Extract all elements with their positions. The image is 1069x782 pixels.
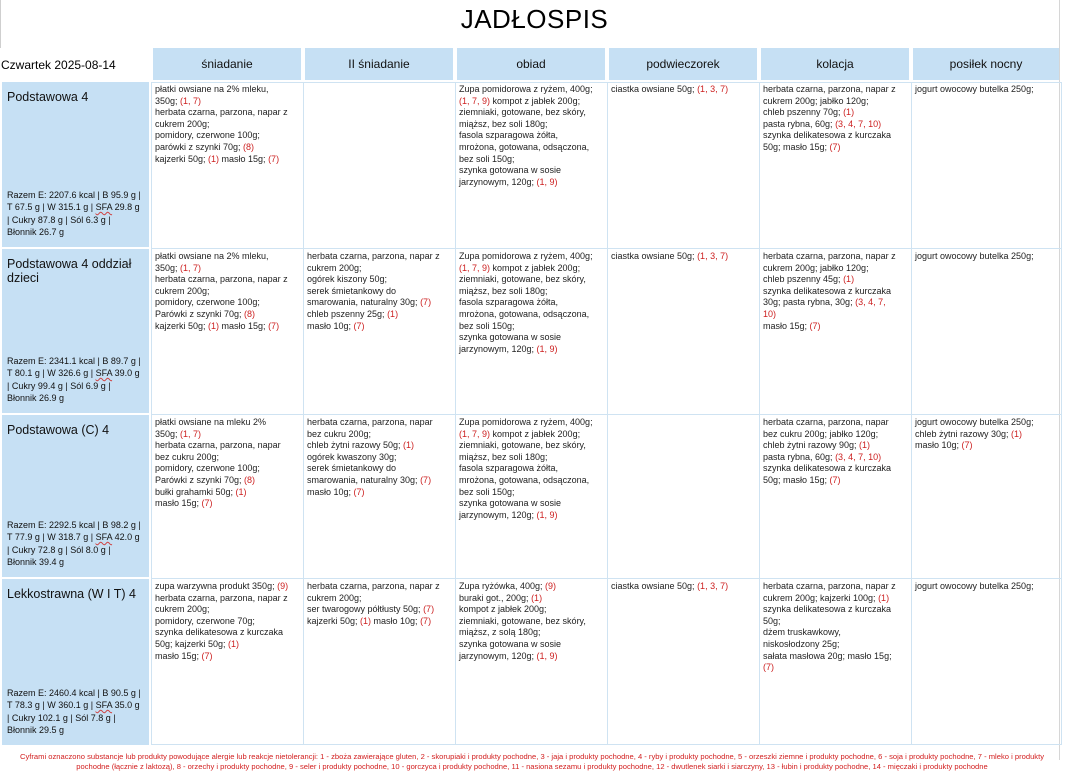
meal-item-line: masło 10g; (7) [915,440,973,451]
meal-item-line: herbata czarna, parzona, napar z [155,274,288,285]
meal-cell-breakfast [155,251,297,332]
meal-cell-dinner [763,251,905,332]
meal-item-line: jogurt owocowy butelka 250g; [915,581,1034,591]
meal-item-line: jogurt owocowy butelka 250g; [915,417,1034,427]
meal-cell-second-breakfast [307,417,449,498]
diet-label-cell [2,579,149,745]
meal-cell-night-meal [915,84,1057,96]
meal-item-line: (1, 7, 9) kompot z jabłek 200g; [459,95,581,106]
meal-item-line: herbata czarna, parzona, napar z [155,592,288,603]
meal-cell-night-meal [915,251,1057,263]
column-header-dinner: kolacja [761,48,909,80]
column-header-night-meal: posiłek nocny [913,48,1059,80]
meal-item-line: kajzerki 50g; (1) masło 10g; (7) [307,615,432,626]
meal-item-line: smarowania, naturalny 30g; (7) [307,474,432,485]
meal-item-line: chleb żytni razowy 30g; (1) [915,428,1023,439]
meal-item-line: chleb pszenny 70g; (1) [763,107,855,118]
grid-line [151,248,1062,249]
meal-cell-afternoon-snack [611,84,753,96]
meal-item-line: ogórek kiszony 50g; [307,274,388,285]
meal-item-line: pomidory, czerwone 100g; [155,297,260,308]
nutrition-summary: Razem E: 2460.4 kcal | B 90.5 g | T 78.3 g | W 360.1 g | SFA 35.0 g | Cukry 102.1 g | Sól 7.8 g | Błonnik 29.5 g [7,687,141,736]
meal-item-line: kajzerki 50g; (1) masło 15g; (7) [155,153,280,164]
meal-item-line: chleb pszenny 45g; (1) [763,274,855,285]
meal-item-line: bez soli 150g; [459,320,515,331]
meal-item-line: miąższ, z solą 180g; [459,627,541,638]
meal-item-line: serek śmietankowy do [307,285,397,296]
meal-item-line: płatki owsiane na 2% mleku, [155,84,269,94]
meal-item-line: szynka gotowana w sosie [459,165,562,176]
meal-item-line: mrożona, gotowana, odsączona, [459,474,590,485]
meal-item-line: niskosłodzony 25g; [763,638,840,649]
meal-item-line: cukrem 200g; [307,592,362,603]
meal-item-line: herbata czarna, parzona, napar [307,417,433,427]
meal-item-line: bez cukru 200g; jabłko 120g; [763,428,879,439]
meal-item-line: szynka delikatesowa z kurczaka [763,130,892,141]
meal-item-line: szynka gotowana w sosie [459,638,562,649]
meal-item-line: płatki owsiane na 2% mleku, [155,251,269,261]
meal-cell-breakfast [155,84,297,165]
meal-cell-second-breakfast [307,251,449,332]
meal-item-line: miąższ, bez soli 180g; [459,285,548,296]
meal-item-line: ziemniaki, gotowane, bez skóry, [459,107,586,118]
meal-cell-dinner [763,84,905,154]
column-header-breakfast: śniadanie [153,48,301,80]
meal-item-line: kajzerki 50g; (1) masło 15g; (7) [155,320,280,331]
meal-item-line: jogurt owocowy butelka 250g; [915,251,1034,261]
meal-item-line: fasola szparagowa żółta, [459,297,559,308]
meal-item-line: herbata czarna, parzona, napar z [763,84,896,94]
meal-item-line: szynka delikatesowa z kurczaka [763,285,892,296]
meal-item-line: Zupa pomidorowa z ryżem, 400g; [459,84,593,94]
meal-item-line: herbata czarna, parzona, napar z [307,581,440,591]
meal-item-line: kompot z jabłek 200g; [459,604,547,615]
meal-item-line: herbata czarna, parzona, napar z [763,581,896,591]
meal-item-line: szynka gotowana w sosie [459,498,562,509]
column-header-lunch: obiad [457,48,605,80]
meal-item-line: ogórek kwaszony 30g; [307,451,397,462]
nutrition-summary: Razem E: 2207.6 kcal | B 95.9 g | T 67.5 g | W 315.1 g | SFA 29.8 g | Cukry 87.8 g | Sól 6.3 g | Błonnik 26.7 g [7,189,141,238]
meal-item-line: Zupa pomidorowa z ryżem, 400g; [459,417,593,427]
meal-cell-afternoon-snack [611,251,753,263]
meal-item-line: 10) [763,308,777,319]
meal-item-line: herbata czarna, parzona, napar [155,440,281,451]
meal-item-line: herbata czarna, parzona, napar [763,417,889,427]
meal-item-line: masło 10g; (7) [307,320,365,331]
meal-item-line: pasta rybna, 60g; (3, 4, 7, 10) [763,118,882,129]
meal-item-line: masło 15g; (7) [155,498,213,509]
meal-item-line: 50g; kajzerki 50g; (1) [155,638,240,649]
meal-item-line: fasola szparagowa żółta, [459,130,559,141]
meal-cell-afternoon-snack [611,581,753,593]
column-header-afternoon-snack: podwieczorek [609,48,757,80]
diet-label-cell [2,82,149,247]
meal-item-line: cukrem 200g; jabłko 120g; [763,95,869,106]
diet-name: Podstawowa (C) 4 [7,423,110,437]
meal-cell-breakfast [155,417,297,510]
meal-item-line: chleb żytni razowy 90g; (1) [763,440,871,451]
meal-item-line: płatki owsiane na mleku 2% [155,417,267,427]
meal-item-line: Zupa pomidorowa z ryżem, 400g; [459,251,593,261]
meal-item-line: herbata czarna, parzona, napar z [307,251,440,261]
meal-item-line: serek śmietankowy do [307,463,397,474]
meal-item-line: bez cukru 200g; [307,428,372,439]
meal-item-line: 350g; (1, 7) [155,428,202,439]
meal-item-line: ciastka owsiane 50g; (1, 3, 7) [611,581,729,591]
allergen-legend: Cyframi oznaczono substancje lub produkty powodujące alergie lub reakcje nietolerancji: 1 - zboża zawierające gluten, 2 - skorupiaki i produkty pochodne, 3 - jaja i produkty pochodne, 4 - ryby i produkty pochodne, 5 - orzeszki ziemne i produkty pochodne, 6 - soja i produkty pochodne, 7 - mleko i produkty pochodne (łącznie z laktozą), 8 - orzechy i produkty pochodne, 9 - seler i produkty pochodne, 10 - gorczyca i produkty pochodne, 11 - nasiona sezamu i produkty pochodne, 12 - dwutlenek siarki i siarczyny, 13 - łubin i produkty pochodne, 14 - mięczaki i produkty pochodne [19,752,1045,771]
meal-item-line: masło 10g; (7) [307,486,365,497]
meal-cell-dinner [763,417,905,487]
diet-label-cell [2,415,149,577]
menu-grid [0,82,1062,745]
meal-item-line: szynka delikatesowa z kurczaka [763,604,892,615]
meal-cell-dinner [763,581,905,674]
grid-line [151,744,1062,745]
meal-item-line: jarzynowym, 120g; (1, 9) [459,509,558,520]
column-header-second-breakfast: II śniadanie [305,48,453,80]
meal-item-line: szynka delikatesowa z kurczaka [155,627,284,638]
meal-item-line: chleb żytni razowy 50g; (1) [307,440,415,451]
nutrition-summary: Razem E: 2292.5 kcal | B 98.2 g | T 77.9 g | W 318.7 g | SFA 42.0 g | Cukry 72.8 g | Sól 8.0 g | Błonnik 39.4 g [7,519,141,568]
meal-item-line: bez soli 150g; [459,486,515,497]
meal-item-line: smarowania, naturalny 30g; (7) [307,297,432,308]
meal-item-line: bez soli 150g; [459,153,515,164]
page-title: JADŁOSPIS [460,4,609,34]
meal-cell-night-meal [915,417,1057,452]
meal-item-line: 50g; masło 15g; (7) [763,474,841,485]
meal-item-line: ciastka owsiane 50g; (1, 3, 7) [611,251,729,261]
meal-item-line: 50g; masło 15g; (7) [763,141,841,152]
meal-item-line: ziemniaki, gotowane, bez skóry, [459,440,586,451]
meal-item-line: jogurt owocowy butelka 250g; [915,84,1034,94]
meal-item-line: ciastka owsiane 50g; (1, 3, 7) [611,84,729,94]
meal-item-line: ser twarogowy półtłusty 50g; (7) [307,604,435,615]
meal-cell-night-meal [915,581,1057,593]
meal-item-line: cukrem 200g; [155,118,210,129]
diet-name: Podstawowa 4 [7,90,89,104]
meal-item-line: szynka gotowana w sosie [459,332,562,343]
meal-item-line: 350g; (1, 7) [155,262,202,273]
meal-item-line: pasta rybna, 60g; (3, 4, 7, 10) [763,451,882,462]
meal-item-line: fasola szparagowa żółta, [459,463,559,474]
meal-item-line: cukrem 200g; jabłko 120g; [763,262,869,273]
meal-item-line: jarzynowym, 120g; (1, 9) [459,343,558,354]
meal-item-line: cukrem 200g; kajzerki 100g; (1) [763,592,890,603]
meal-item-line: ziemniaki, gotowane, bez skóry, [459,615,586,626]
meal-item-line: Zupa ryżówka, 400g; (9) [459,581,557,591]
meal-item-line: buraki got., 200g; (1) [459,592,543,603]
menu-date: Czwartek 2025-08-14 [1,58,116,72]
meal-item-line: miąższ, bez soli 180g; [459,118,548,129]
meal-item-line: masło 15g; (7) [155,650,213,661]
grid-line [151,578,1062,579]
meal-item-line: pomidory, czerwone 100g; [155,130,260,141]
nutrition-summary: Razem E: 2341.1 kcal | B 89.7 g | T 80.1 g | W 326.6 g | SFA 39.0 g | Cukry 99.4 g | Sól 6.9 g | Błonnik 26.9 g [7,355,141,404]
meal-item-line: jarzynowym, 120g; (1, 9) [459,176,558,187]
meal-item-line: bułki grahamki 50g; (1) [155,486,247,497]
meal-item-line: zupa warzywna produkt 350g; (9) [155,581,289,591]
meal-item-line: Parówki z szynki 70g; (8) [155,474,256,485]
meal-item-line: cukrem 200g; [155,285,210,296]
grid-line [151,414,1062,415]
meal-item-line: herbata czarna, parzona, napar z [155,107,288,118]
meal-item-line: dżem truskawkowy, [763,627,841,638]
meal-item-line: pomidory, czerwone 70g; [155,615,255,626]
meal-item-line: szynka delikatesowa z kurczaka [763,463,892,474]
meal-item-line: 50g; [763,615,781,626]
meal-item-line: pomidory, czerwone 100g; [155,463,260,474]
meal-item-line: bez cukru 200g; [155,451,220,462]
meal-item-line: 30g; pasta rybna, 30g; (3, 4, 7, [763,297,886,308]
diet-name: Podstawowa 4 oddział dzieci [7,257,132,285]
meal-item-line: cukrem 200g; [307,262,362,273]
meal-item-line: mrożona, gotowana, odsączona, [459,141,590,152]
diet-name: Lekkostrawna (W I T) 4 [7,587,136,601]
meal-item-line: cukrem 200g; [155,604,210,615]
meal-item-line: (7) [763,662,774,673]
meal-item-line: sałata masłowa 20g; masło 15g; [763,650,892,661]
meal-item-line: jarzynowym, 120g; (1, 9) [459,650,558,661]
meal-item-line: miąższ, bez soli 180g; [459,451,548,462]
meal-cell-lunch [459,251,601,355]
meal-cell-lunch [459,84,601,188]
meal-item-line: ziemniaki, gotowane, bez skóry, [459,274,586,285]
grid-line [151,82,1062,83]
meal-item-line: chleb pszenny 25g; (1) [307,308,399,319]
meal-cell-lunch [459,581,601,662]
meal-item-line: mrożona, gotowana, odsączona, [459,308,590,319]
meal-cell-lunch [459,417,601,521]
meal-item-line: (1, 7, 9) kompot z jabłek 200g; [459,428,581,439]
meal-item-line: Parówki z szynki 70g; (8) [155,308,256,319]
meal-cell-breakfast [155,581,297,662]
meal-item-line: parówki z szynki 70g; (8) [155,141,255,152]
meal-item-line: herbata czarna, parzona, napar z [763,251,896,261]
meal-item-line: masło 15g; (7) [763,320,821,331]
meal-item-line: 350g; (1, 7) [155,95,202,106]
meal-cell-second-breakfast [307,581,449,627]
diet-label-cell [2,249,149,413]
meal-item-line: (1, 7, 9) kompot z jabłek 200g; [459,262,581,273]
